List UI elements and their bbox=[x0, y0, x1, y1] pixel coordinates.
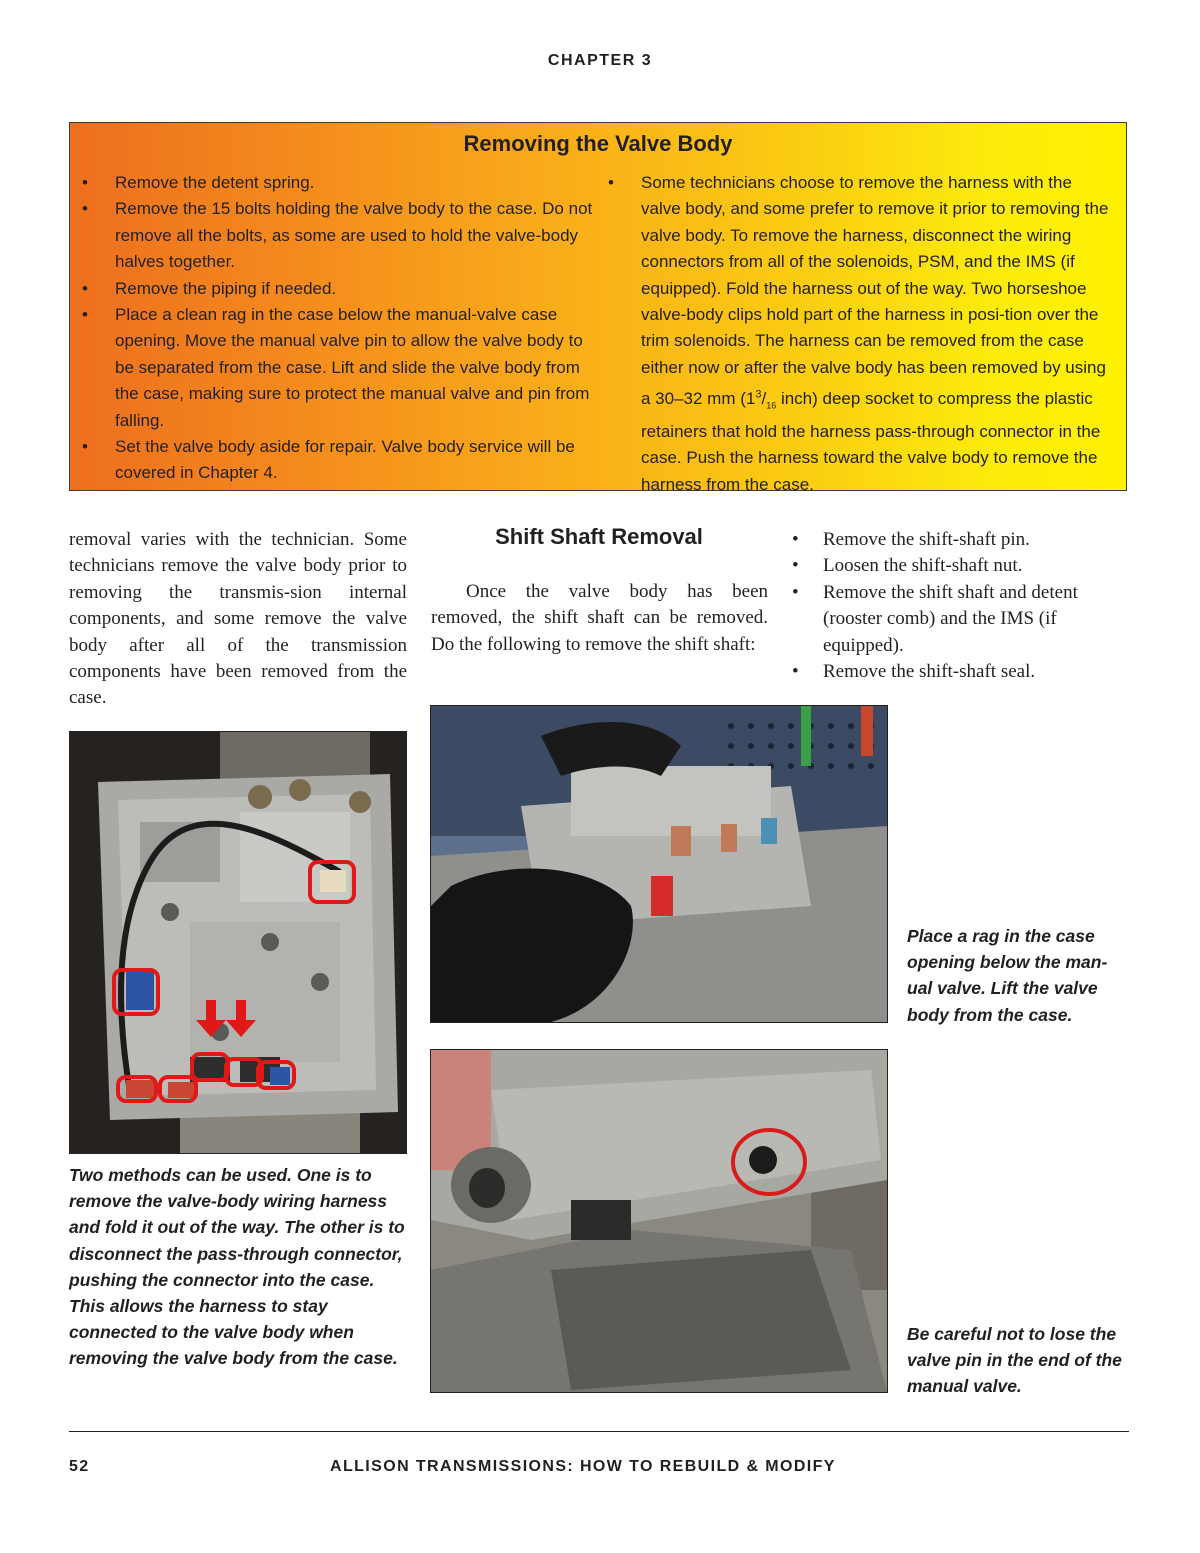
bullet: • bbox=[792, 661, 799, 683]
body-column-2: Once the valve body has been removed, the shift shaft can be removed. Do the following to remove the shift shaft: bbox=[431, 581, 768, 655]
list-item-text: Place a clean rag in the case below the manual-valve case opening. Move the manual valve pin to allow the valve body to be separated from the case. Lift and slide the valve body from the case, making sure to protect the manual valve and pin from falling. bbox=[115, 305, 590, 430]
photo-lifting-valve-body bbox=[430, 705, 888, 1023]
list-item bbox=[70, 302, 600, 434]
list-item-text: Some technicians choose to remove the harness with the valve body, and some prefer to remove it prior to removing the valve body. To remove the harness, disconnect the wiring connectors from all of the solenoids, PSM, and the IMS (if equipped). Fold the harness out of the way. Two horseshoe valve-body clips hold part of the harness in posi-tion over the trim solenoids. The harness can be removed from the case either now or after the valve body has been removed by using a 30–32 mm ($1^3/_{16}$ inch) deep socket to compress the plastic retainers that hold the harness pass-through connector in the case. Push the harness toward the valve body to remove the harness from the case. bbox=[641, 173, 1109, 494]
photo-valve-body-harness bbox=[69, 731, 407, 1154]
list-item-text: Set the valve body aside for repair. Valve body service will be covered in Chapter 4. bbox=[115, 437, 575, 483]
list-item bbox=[596, 170, 1116, 498]
list-item bbox=[70, 434, 600, 487]
list-item: • Remove the shift-shaft seal. bbox=[790, 659, 1130, 685]
bullet: • bbox=[792, 529, 799, 550]
list-item bbox=[70, 170, 600, 196]
sidebar-title: Removing the Valve Body bbox=[463, 131, 733, 156]
list-item: • Remove the shift shaft and detent (rooster comb) and the IMS (if equipped). bbox=[792, 581, 1078, 656]
bullet: • bbox=[608, 173, 614, 192]
list-item bbox=[70, 196, 600, 275]
footer-divider bbox=[69, 1431, 1129, 1432]
sidebar-left-list bbox=[70, 170, 600, 487]
list-item-text: Remove the piping if needed. bbox=[115, 278, 337, 298]
bullet: • bbox=[82, 173, 88, 192]
fraction-numerator: 3 bbox=[755, 388, 762, 401]
bullet: • bbox=[82, 437, 88, 457]
list-item: • Remove the shift-shaft pin. bbox=[790, 527, 1130, 553]
photo-valve-pin bbox=[430, 1049, 888, 1393]
list-item-text: Remove the detent spring. bbox=[115, 173, 315, 192]
caption-bottom-right: Be careful not to lose the valve pin in the end of the manual valve. bbox=[907, 1324, 1122, 1397]
body-column-1: removal varies with the technician. Some technicians remove the valve body prior to removing the transmis-sion internal components, and some remove the valve body after all of the transmission components have been removed from the case. bbox=[69, 529, 407, 709]
list-item bbox=[70, 276, 600, 302]
bullet: • bbox=[792, 555, 799, 577]
sidebar-right-list bbox=[596, 170, 1116, 498]
bullet: • bbox=[82, 305, 88, 325]
fraction-denominator: 16 bbox=[766, 400, 777, 411]
page-number: 52 bbox=[69, 1458, 90, 1475]
caption-left: Two methods can be used. One is to remove the valve-body wiring harness and fold it out of the way. The other is to disconnect the pass-through connector, pushing the connector into the case. This allows the harness to stay connected to the valve body when removing the valve body from the case. bbox=[69, 1165, 405, 1369]
book-title: ALLISON TRANSMISSIONS: HOW TO REBUILD & MODIFY bbox=[330, 1458, 836, 1475]
list-item-text: Remove the 15 bolts holding the valve body to the case. Do not remove all the bolts, as some are used to hold the valve-body halves together. bbox=[115, 199, 593, 272]
list-item: • Loosen the shift-shaft nut. bbox=[790, 553, 1130, 579]
bullet: • bbox=[792, 581, 799, 603]
chapter-header: CHAPTER 3 bbox=[547, 52, 653, 69]
bullet: • bbox=[82, 278, 88, 298]
shift-steps-list bbox=[790, 527, 1130, 685]
caption-top-right: Place a rag in the case opening below the man-ual valve. Lift the valve body from the case. bbox=[907, 926, 1108, 1025]
sidebar-box bbox=[69, 122, 1127, 494]
bullet: • bbox=[82, 199, 88, 219]
section-heading: Shift Shaft Removal bbox=[495, 524, 703, 549]
